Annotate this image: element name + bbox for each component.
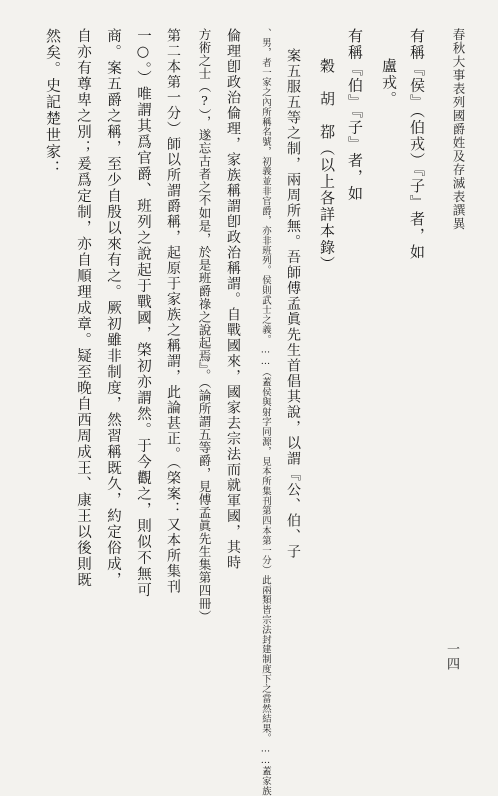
text-column-6: 、男，者一家之內所稱名號，初義並非官爵，亦非班列。侯則武士之義。……（蓋侯與射字同源，見本所集刊第四本第一分）此兩類皆宗法封建制度下之當然結果。……蓋家族 <box>260 28 271 796</box>
text-column-4: 穀 胡 鄀（以上各詳本錄） <box>318 58 336 273</box>
text-column-12: 自亦有尊卑之別；爰爲定制，亦自順理成章。疑至晚自西周成王、康王以後則既 <box>75 28 91 588</box>
text-column-3: 有稱『伯』『子』者，如 <box>346 28 364 202</box>
text-column-5: 案五服五等之制，兩周所無。吾師傅孟眞先生首倡其說，以謂『公、伯、子 <box>285 48 301 560</box>
text-column-1: 有稱『侯』（伯戎）『子』者，如 <box>408 28 426 261</box>
running-header: 春秋大事表列國爵姓及存滅表譔異 <box>451 28 466 231</box>
page-number: 一四 <box>444 642 459 672</box>
text-column-10: 一○。）唯謂其爲官爵、班列之說起于戰國，棨初亦謂然。于今觀之，則似不無可 <box>135 28 151 599</box>
text-column-2: 盧戎。 <box>380 58 398 108</box>
text-column-13: 然矣。史記楚世家： <box>44 28 62 177</box>
text-column-9: 第二本第一分）師以所謂爵稱，起原于家族之稱謂，此論甚正。（棨案：又本所集刊 <box>165 28 181 595</box>
text-column-7: 倫理卽政治倫理，家族稱謂卽政治稱謂。自戰國來，國家去宗法而就軍國，其時 <box>225 28 241 571</box>
text-column-11: 商。案五爵之稱，至少自殷以來有之。厥初雖非制度，然習稱既久，約定俗成， <box>105 28 121 588</box>
text-column-8: 方術之士（?），遂忘古者之不如是，於是班爵祿之說起焉』。（論所謂五等爵，見傅孟眞先生集第四冊） <box>197 28 212 623</box>
